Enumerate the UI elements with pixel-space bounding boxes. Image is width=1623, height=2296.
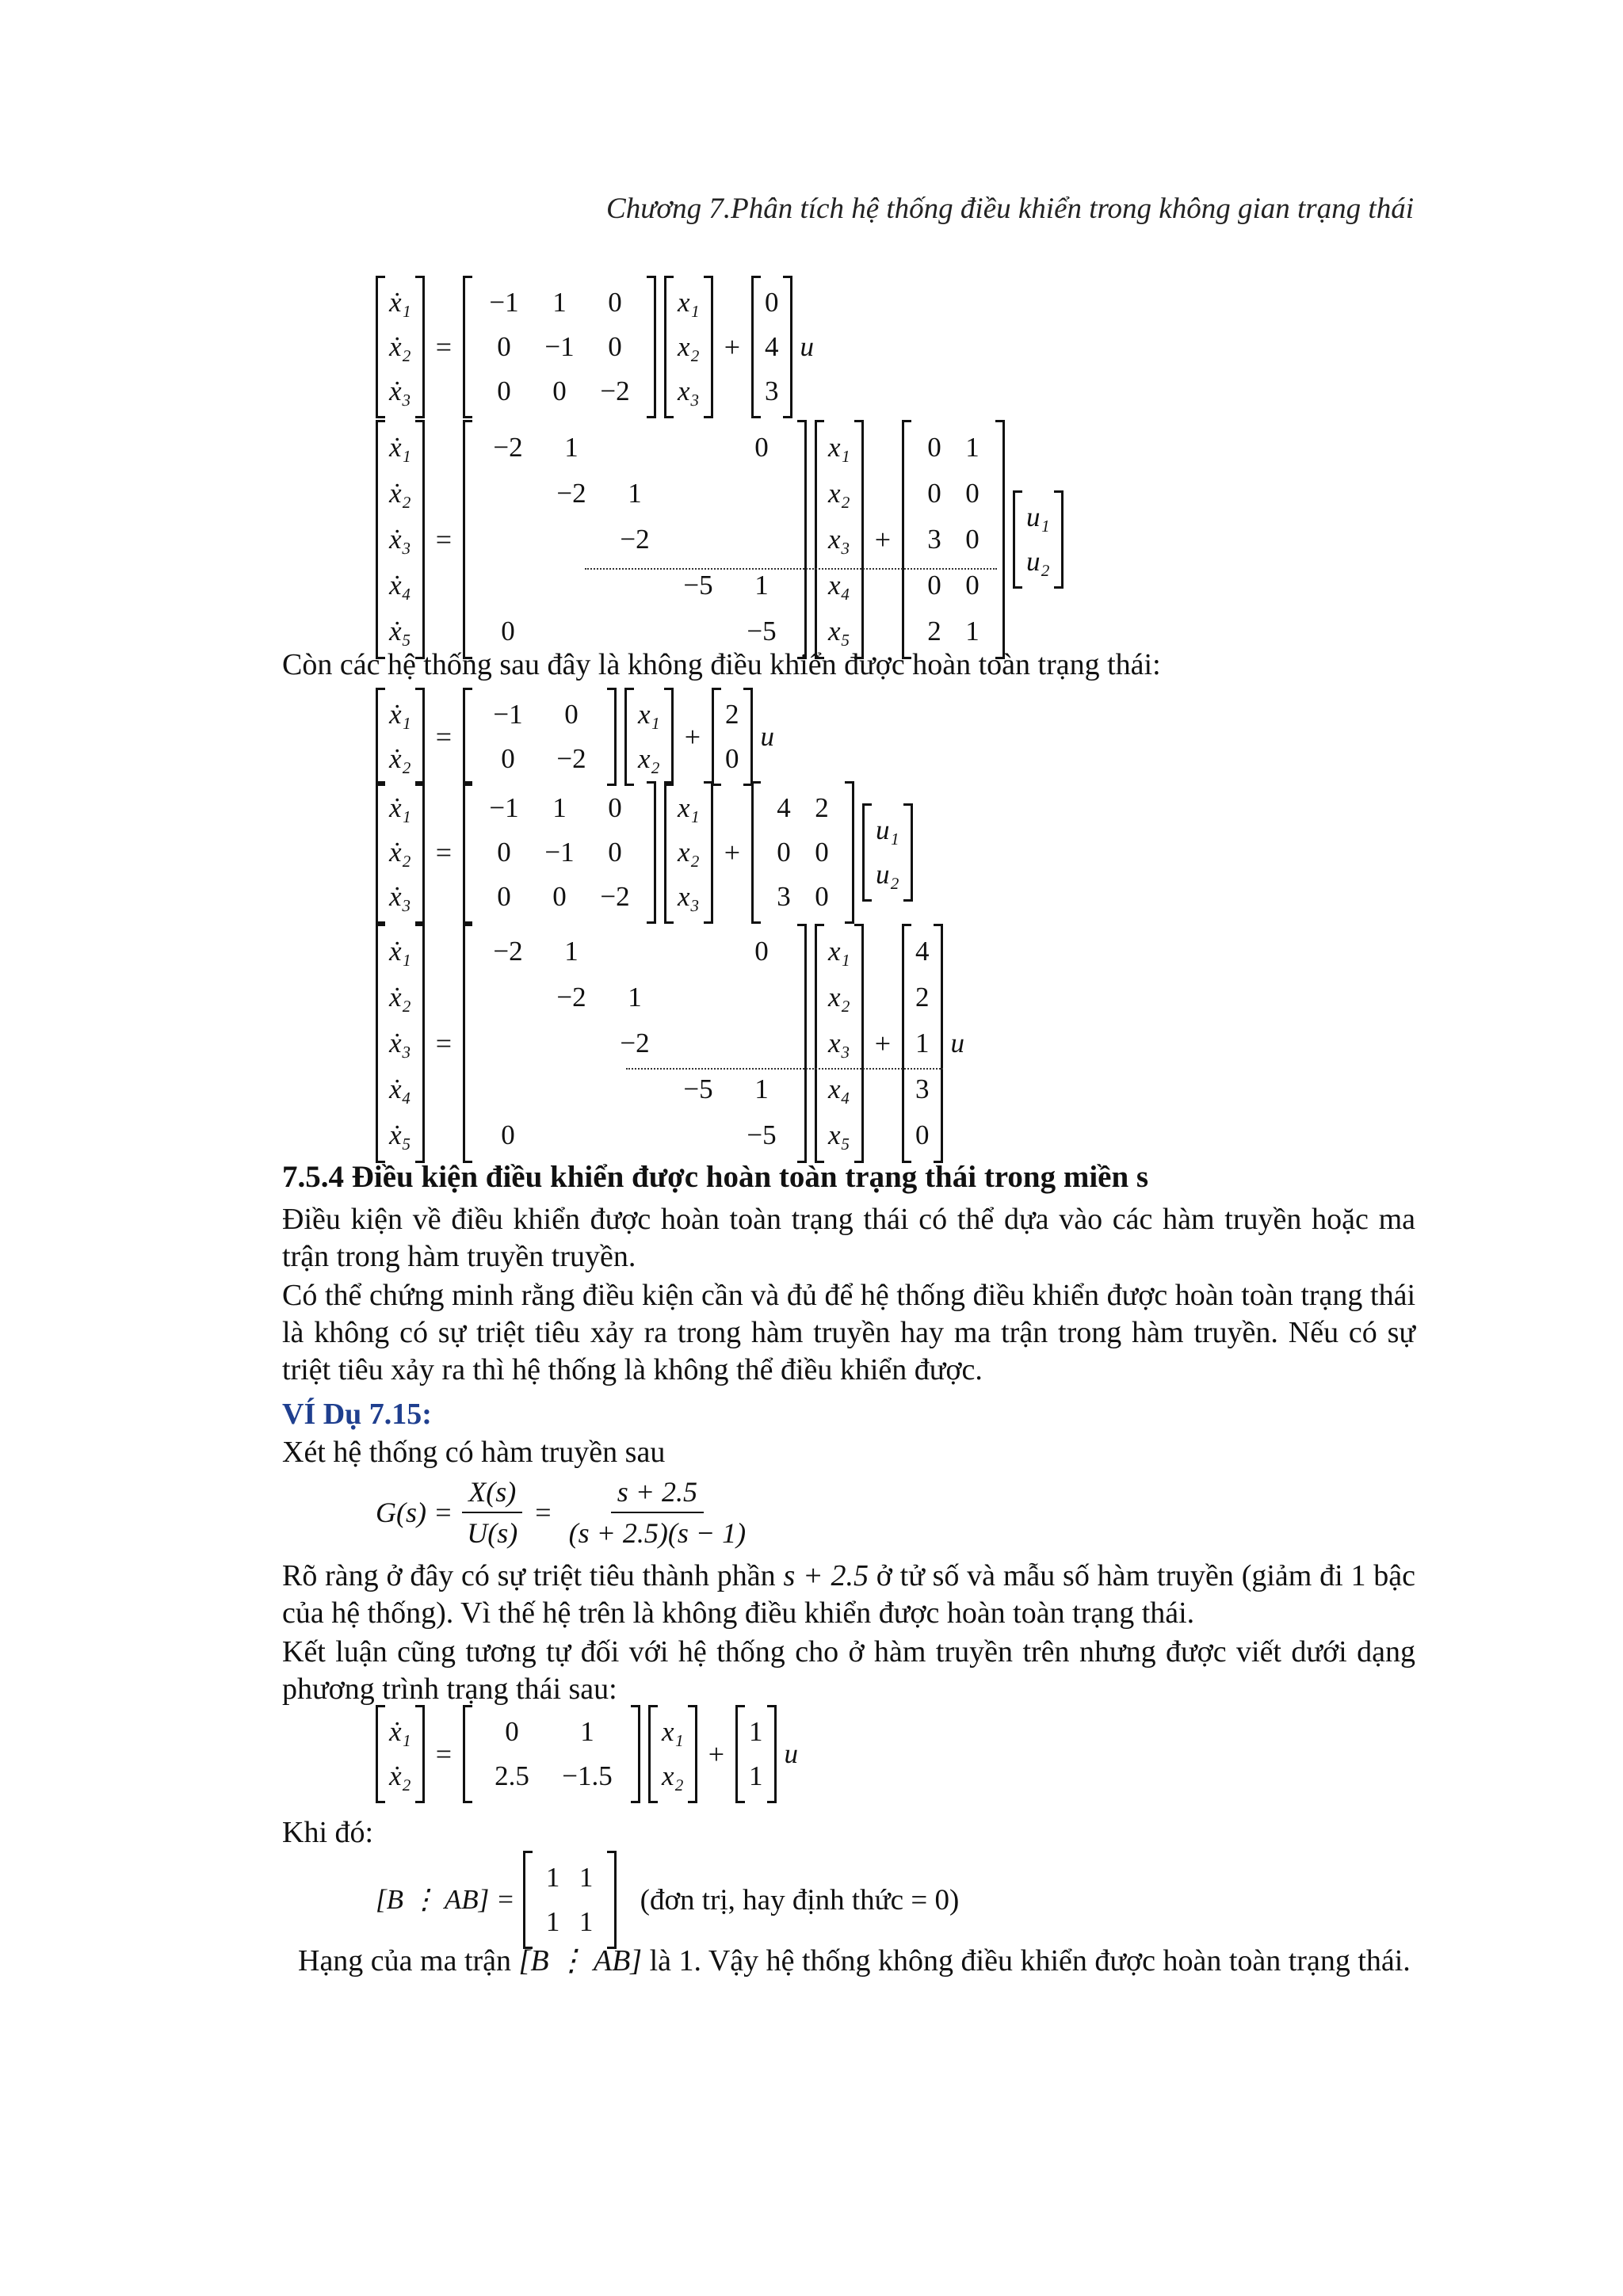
plus-sign: + [684,721,701,753]
equation-uncontrollable-2 [376,781,913,924]
controllability-lhs: [B ⋮ AB] = [376,1884,515,1915]
fraction-X-over-U: $\frac{X(s)}{U(s)}$ [460,1475,524,1550]
example-paragraph-b: Kết luận cũng tương tự đối với hệ thống cho ở hàm truyền trên nhưng được viết dưới dạng phương trình trạng thái sau: [282,1635,1415,1706]
transfer-function [376,1475,752,1550]
controllability-matrix [376,1851,959,1949]
matrix-x: x₁ x₂ x₃ x₄ x₅ [815,420,864,659]
input-u: u [784,1738,799,1769]
matrix-x: x₁ x₂ x₃ [664,276,713,418]
equals-sign: = [435,524,453,555]
example-label: VÍ Dụ 7.15: [282,1398,432,1431]
matrix-xdot: ẋ₁ ẋ₂ ẋ₃ [376,276,425,418]
matrix-A: −1 0 0 −2 [463,688,617,786]
example-intro: Xét hệ thống có hàm truyền sau [282,1436,666,1469]
matrix-u: u₁ u₂ [1013,490,1064,589]
matrix-B: 1 1 [735,1705,777,1803]
plus-sign: + [724,837,741,868]
equals-sign: = [435,1738,453,1770]
matrix-xdot: ẋ₁ ẋ₂ ẋ₃ ẋ₄ ẋ₅ [376,420,425,659]
matrix-x: x₁ x₂ x₃ [664,781,713,924]
matrix-B: 4 2 0 0 3 0 [751,781,854,924]
input-u: u [760,721,775,752]
matrix-A: 0 1 2.5 −1.5 [463,1705,640,1803]
matrix-u: u₁ u₂ [862,803,913,902]
matrix-B: 4 2 1 3 0 [902,924,943,1163]
matrix-B: 0 4 3 [751,276,792,418]
plus-sign: + [724,331,741,363]
input-u: u [950,1028,965,1058]
state-equation [376,1705,798,1803]
equals-sign: = [535,1497,552,1528]
matrix-B: 2 0 [712,688,753,786]
plus-sign: + [874,524,892,555]
equation-controllable-1 [376,276,814,418]
matrix-x: x₁ x₂ [648,1705,697,1803]
fraction-transfer: $\frac{s + 2.5}{(s + 2.5)(s - 1)}$ [568,1476,747,1549]
equals-sign: = [435,1028,453,1059]
matrix-B: 0 1 0 0 3 0 0 0 2 1 [902,420,1005,659]
equals-sign: = [435,331,453,363]
rank-conclusion: Hạng của ma trận [B ⋮ AB] là 1. Vậy hệ thống không điều khiển được hoàn toàn trạng thái. [298,1944,1411,1978]
section-heading: 7.5.4 Điều kiện điều khiển được hoàn toàn trạng thái trong miền s [282,1160,1149,1194]
equation-uncontrollable-3 [376,924,964,1163]
matrix-x: x₁ x₂ [624,688,674,786]
matrix-A-jordan: −2 1 0 −2 1 −2 −5 1 0 −5 [463,420,807,659]
transfer-function-lhs: G(s) = [376,1497,453,1528]
matrix-A: −1 1 0 0 −1 0 0 0 −2 [463,781,656,924]
input-u: u [800,331,815,362]
matrix-A: −1 1 0 0 −1 0 0 0 −2 [463,276,656,418]
matrix-xdot: ẋ₁ ẋ₂ ẋ₃ ẋ₄ ẋ₅ [376,924,425,1163]
matrix-ctrl: 1 1 1 1 [523,1851,617,1949]
plus-sign: + [874,1028,892,1059]
plus-sign: + [708,1738,725,1770]
section-paragraph-1: Điều kiện về điều khiển được hoàn toàn trạng thái có thể dựa vào các hàm truyền hoặc ma trận trong hàm truyền truyền. [282,1203,1415,1273]
text-not-controllable: Còn các hệ thống sau đây là không điều khiển được hoàn toàn trạng thái: [282,648,1161,681]
partition-dotted-line [585,568,997,570]
equals-sign: = [435,837,453,868]
chapter-header: Chương 7.Phân tích hệ thống điều khiển trong không gian trạng thái [606,193,1414,225]
matrix-A-jordan: −2 1 0 −2 1 −2 −5 1 0 −5 [463,924,807,1163]
equation-controllable-2 [376,420,1064,659]
matrix-x: x₁ x₂ x₃ x₄ x₅ [815,924,864,1163]
singular-note: (đơn trị, hay định thức = 0) [640,1883,960,1917]
equals-sign: = [435,721,453,753]
khi-do-text: Khi đó: [282,1816,374,1849]
example-paragraph-a: Rõ ràng ở đây có sự triệt tiêu thành phần s + 2.5 ở tử số và mẫu số hàm truyền (giảm đi 1 bậc của hệ thống). Vì thế hệ trên là không điều khiển được hoàn toàn trạng thái. [282,1559,1415,1630]
partition-dotted-line [626,1068,943,1070]
matrix-xdot: ẋ₁ ẋ₂ [376,688,425,786]
matrix-xdot: ẋ₁ ẋ₂ [376,1705,425,1803]
equation-uncontrollable-1 [376,688,774,786]
section-paragraph-2: Có thể chứng minh rằng điều kiện cần và đủ để hệ thống điều khiển được hoàn toàn trạng thái là không có sự triệt tiêu xảy ra trong hàm truyền hay ma trận trong hàm truyền. Nếu có sự triệt tiêu xảy ra thì hệ thống là không thể điều khiển được. [282,1279,1415,1386]
matrix-xdot: ẋ₁ ẋ₂ ẋ₃ [376,781,425,924]
